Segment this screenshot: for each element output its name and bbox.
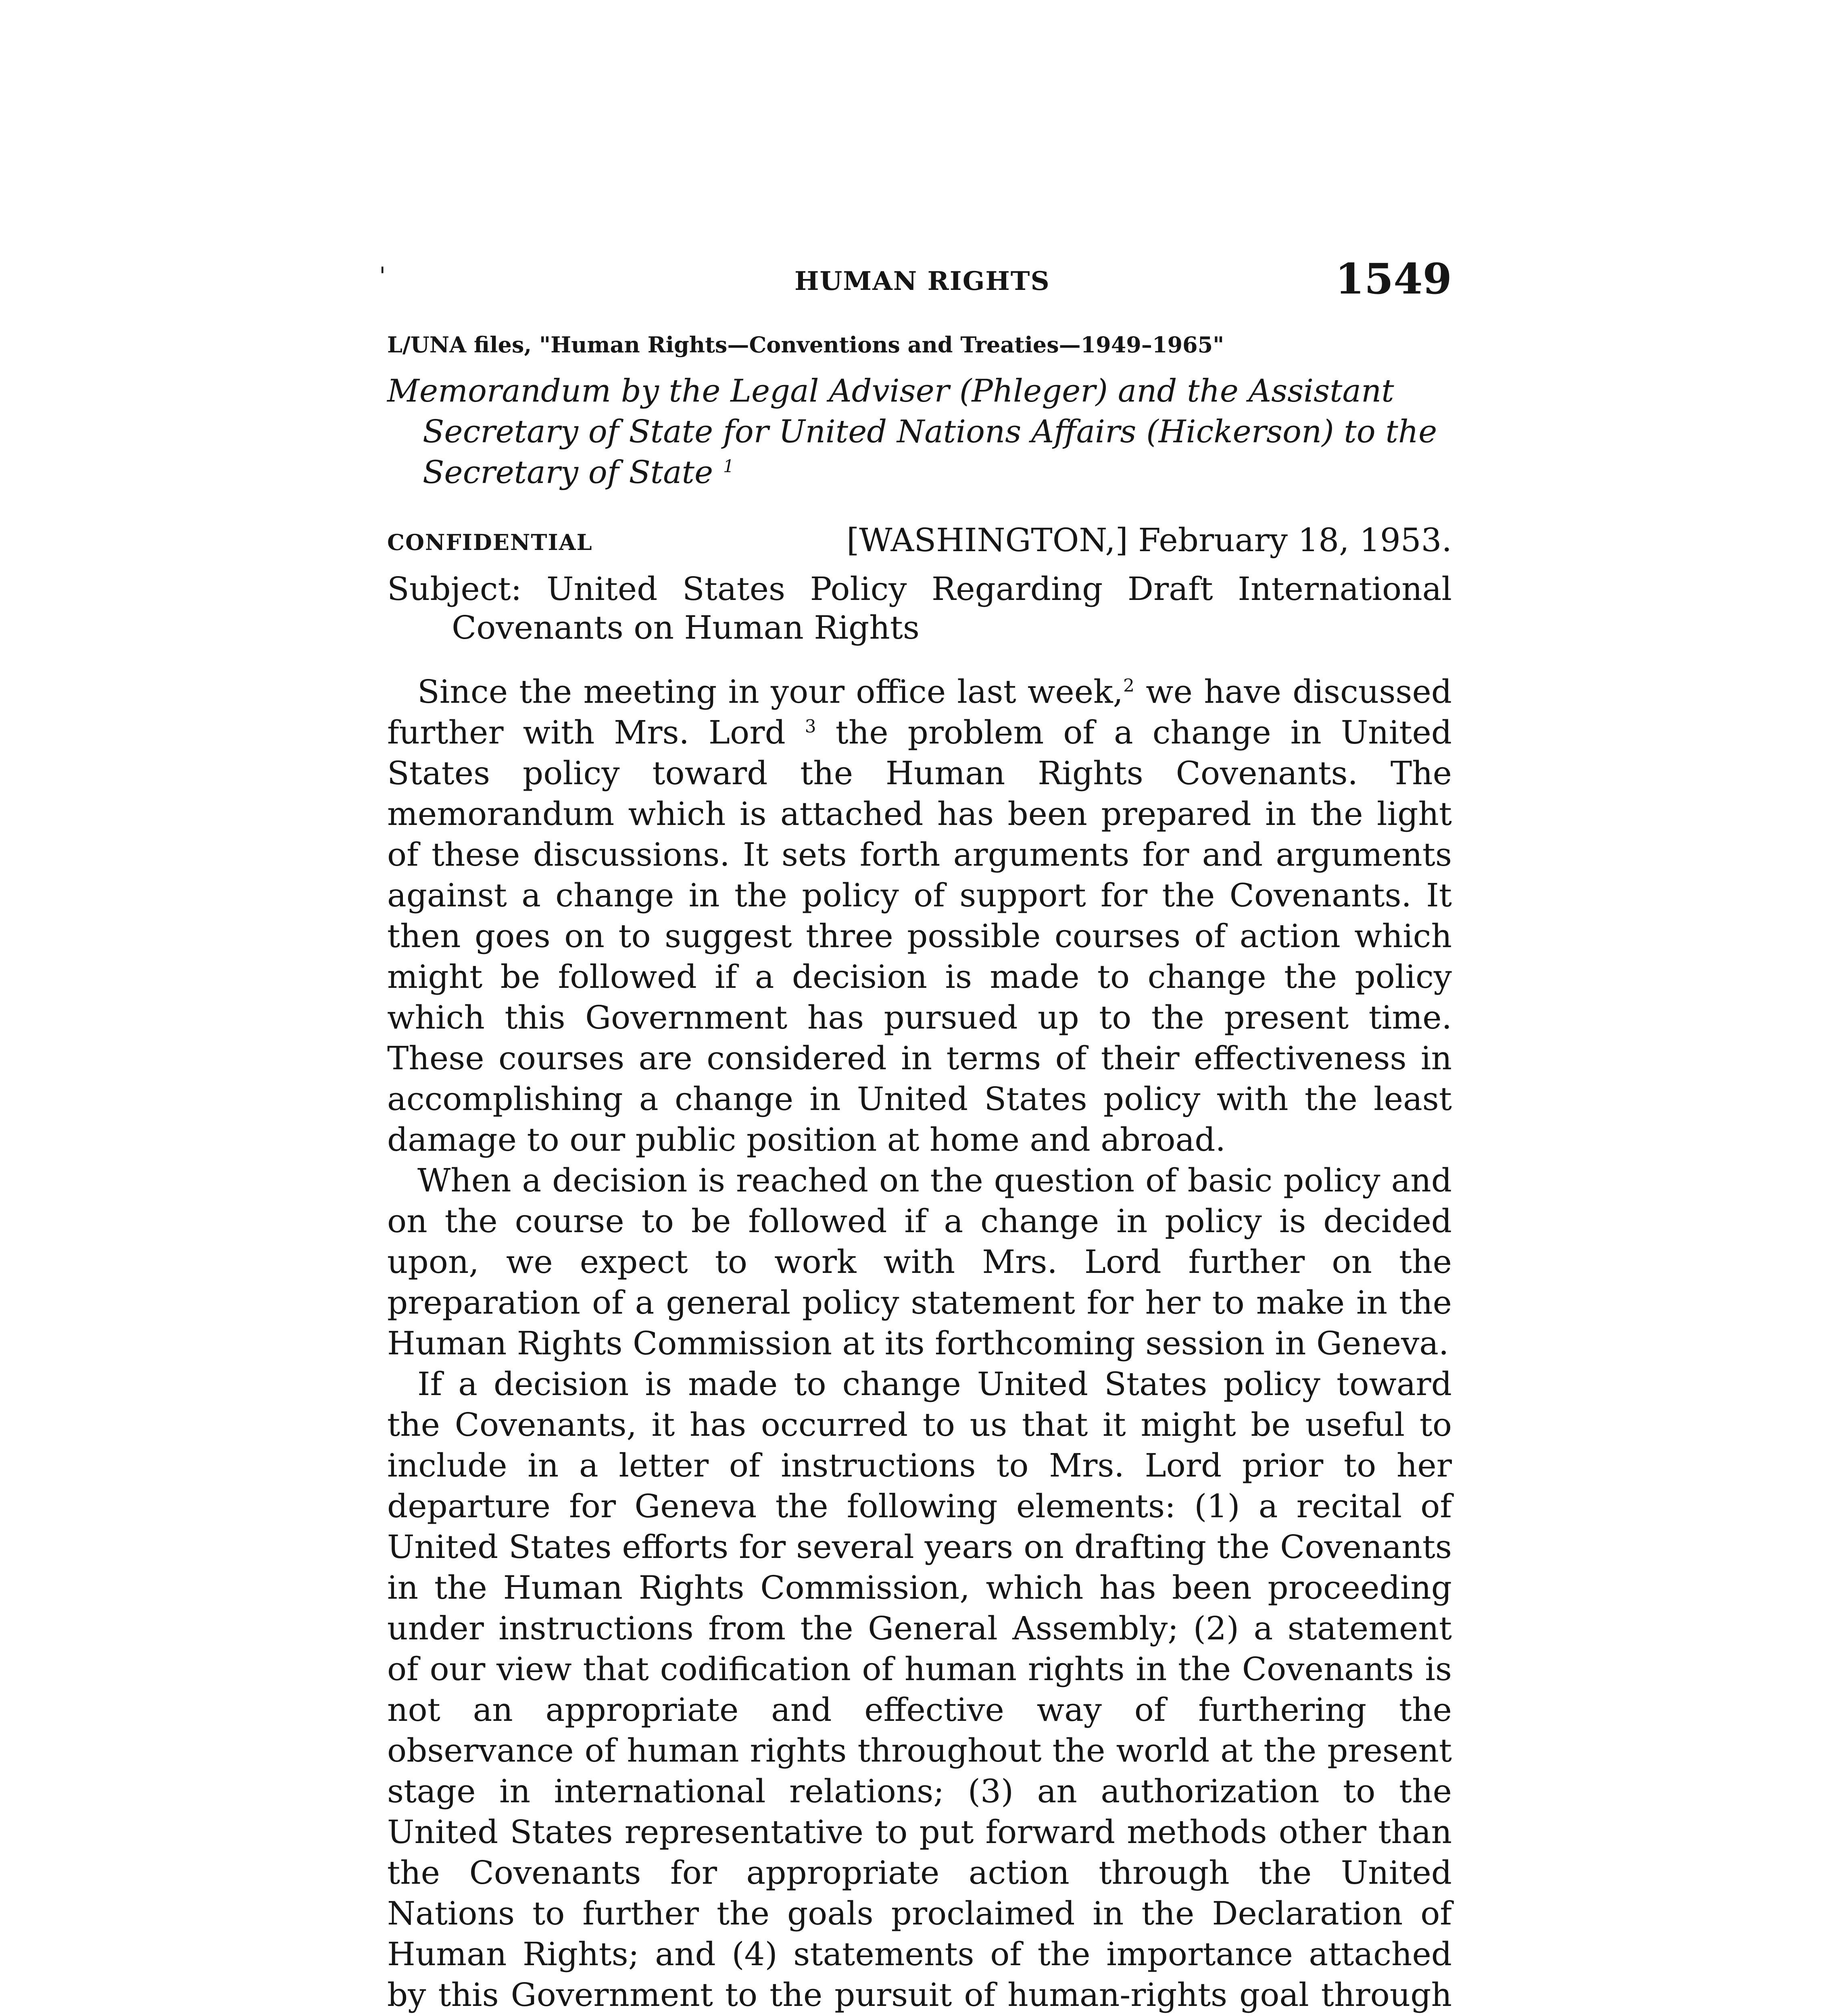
running-head: HUMAN RIGHTS: [794, 266, 1050, 296]
classification-line: [387, 521, 1452, 566]
footnote-ref-1: 1: [723, 456, 734, 477]
body-paragraph-1: [387, 671, 1452, 1160]
classification-label: CONFIDENTIAL: [387, 529, 593, 555]
subject-line: Subject: United States Policy Regarding Draft International Covenants on Human Rights: [387, 570, 1452, 646]
p1-part-c: the problem of a change in United States policy toward the Human Rights Covenants. The memorandum which is attached has been prepared in the light of these discussions. It sets forth arguments for and arguments against a change in the policy of support for the Covenants. It then goes on to suggest three possible courses of action which might be followed if a decision is made to change the policy which this Government has pursued up to the present time. These courses are considered in terms of their effectiveness in accomplishing a change in United States policy with the least damage to our public position at home and abroad.: [387, 714, 1452, 1158]
body-paragraph-2: When a decision is reached on the question of basic policy and on the course to be followed if a change in policy is decided upon, we expect to work with Mrs. Lord further on the preparation of a general policy statement for her to make in the Human Rights Commission at its forthcoming session in Geneva.: [387, 1162, 1452, 1362]
body-paragraph-3: If a decision is made to change United States policy toward the Covenants, it has occurred to us that it might be useful to include in a letter of instructions to Mrs. Lord prior to her departure for Geneva the following elements: (1) a recital of United States efforts for several years on drafting the Covenants in the Human Rights Commission, which has been proceeding under instructions from the General Assembly; (2) a statement of our view that codification of human rights in the Covenants is not an appropriate and effective way of furthering the observance of human rights throughout the world at the present stage in international relations; (3) an authorization to the United States representative to put forward methods other than the Covenants for appropriate action through the United Nations to further the goals proclaimed in the Declaration of Human Rights; and (4) statements of the importance attached by this Government to the pursuit of human-rights goal through: [387, 1365, 1452, 2014]
page-number: 1549: [1335, 254, 1452, 304]
memo-title-text: Memorandum by the Legal Adviser (Phleger) and the Assistant Secretary of State for United Nations Affairs (Hickerson) to the Secretary of State: [387, 373, 1437, 491]
memo-title: [387, 371, 1452, 493]
dateline: [WASHINGTON,] February 18, 1953.: [847, 521, 1452, 559]
footnote-ref-2: 2: [1123, 675, 1134, 696]
stray-mark: ': [379, 262, 386, 290]
p1-part-a: Since the meeting in your office last week,: [417, 673, 1123, 710]
source-citation: L/UNA files, "Human Rights—Conventions and Treaties—1949–1965": [387, 332, 1224, 358]
page-header: [379, 250, 1452, 319]
p1-part-b: we have discussed further with Mrs. Lord: [387, 673, 1452, 751]
footnote-ref-3: 3: [805, 716, 816, 737]
document-page: [379, 250, 1452, 2016]
